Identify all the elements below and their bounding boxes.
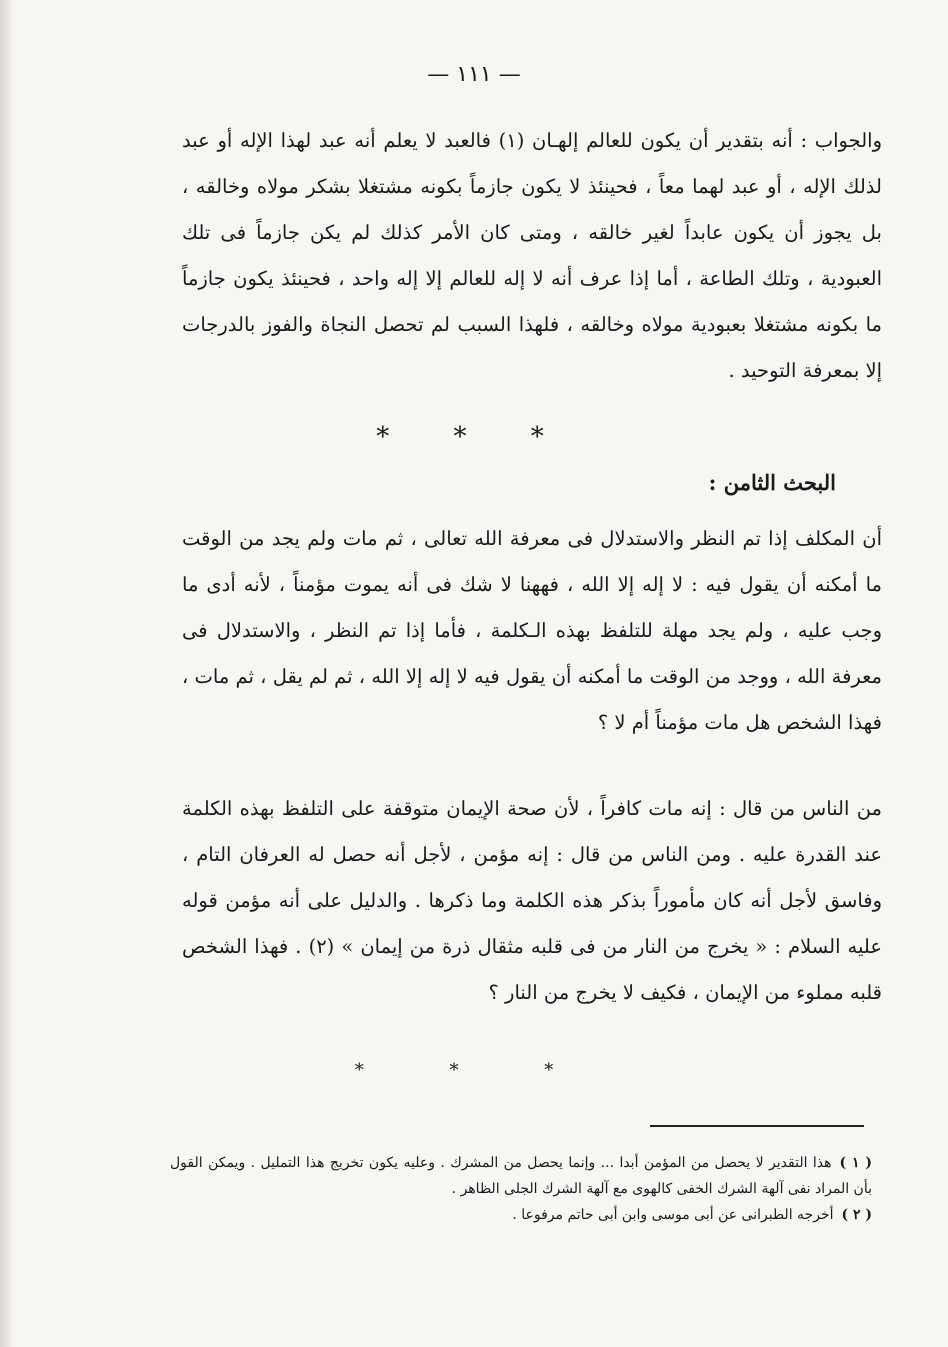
footnote-1 — [170, 1150, 872, 1202]
footnote-1-number: ( ١ ) — [839, 1155, 873, 1171]
footnote-1-text: هذا التقدير لا يحصل من المؤمن أبدا ... وإنما يحصل من المشرك . وعليه يكون تخريج هذا التمليل . ويمكن القول بأن المراد نفى آلهة الشرك الخفى كالهوى مع آلهة الشرك الجلى الظاهر . — [170, 1155, 872, 1197]
section-paragraph-1-block — [182, 516, 882, 746]
footnote-rule — [650, 1125, 864, 1127]
section-separator: * * * — [376, 422, 572, 452]
answer-paragraph-block — [182, 118, 882, 394]
footnote-2 — [170, 1202, 872, 1228]
section-paragraph-1: أن المكلف إذا تم النظر والاستدلال فى معرفة الله تعالى ، ثم مات ولم يجد من الوقت ما أمكنه أن يقول فيه : لا إله إلا الله ، فههنا لا شك فى أنه يموت مؤمناً ، لأنه أدى ما وجب عليه ، ولم يجد مهلة للتلفظ بهذه الـكلمة ، فأما إذا تم النظر ، والاستدلال فى معرفة الله ، ووجد من الوقت ما أمكنه أن يقول فيه لا إله إلا الله ، ثم لم يقل ، ثم مات ، فهذا الشخص هل مات مؤمناً أم لا ؟ — [182, 527, 882, 734]
footnote-2-number: ( ٢ ) — [841, 1207, 872, 1223]
footnote-2-text: أخرجه الطبرانى عن أبى موسى وابن أبى حاتم مرفوعا . — [512, 1207, 834, 1223]
footnotes — [170, 1150, 872, 1228]
section-paragraph-2-block — [182, 786, 882, 1016]
section-paragraph-2: من الناس من قال : إنه مات كافراً ، لأن صحة الإيمان متوقفة على التلفظ بهذه الكلمة عند القدرة عليه . ومن الناس من قال : إنه مؤمن ، لأجل أنه حصل له العرفان التام ، وفاسق لأجل أنه كان مأموراً بذكر هذه الكلمة وما ذكرها . والدليل على أنه مؤمن قوله عليه السلام : « يخرج من النار من فى قلبه مثقال ذرة من إيمان » (٢) . فهذا الشخص قلبه مملوء من الإيمان ، فكيف لا يخرج من النار ؟ — [182, 797, 882, 1004]
page-number: — ١١١ — — [427, 62, 521, 87]
binding-edge — [0, 0, 14, 1347]
answer-paragraph: والجواب : أنه بتقدير أن يكون للعالم إلهـان (١) فالعبد لا يعلم أنه عبد لهذا الإله أو عبد لذلك الإله ، أو عبد لهما معاً ، فحينئذ لا يكون جازماً بكونه مشتغلا بشكر مولاه وخالقه ، بل يجوز أن يكون عابداً لغير خالقه ، ومتى كان الأمر كذلك لم يكن جازماً فى تلك العبودية ، وتلك الطاعة ، أما إذا عرف أنه لا إله للعالم إلا إله واحد ، فحينئذ يكون جازماً ما بكونه مشتغلا بعبودية مولاه وخالقه ، فلهذا السبب لم تحصل النجاة والفوز بالدرجات إلا بمعرفة التوحيد . — [182, 129, 882, 382]
end-separator: * * * — [354, 1060, 594, 1081]
section-heading: البحث الثامن : — [708, 470, 836, 495]
